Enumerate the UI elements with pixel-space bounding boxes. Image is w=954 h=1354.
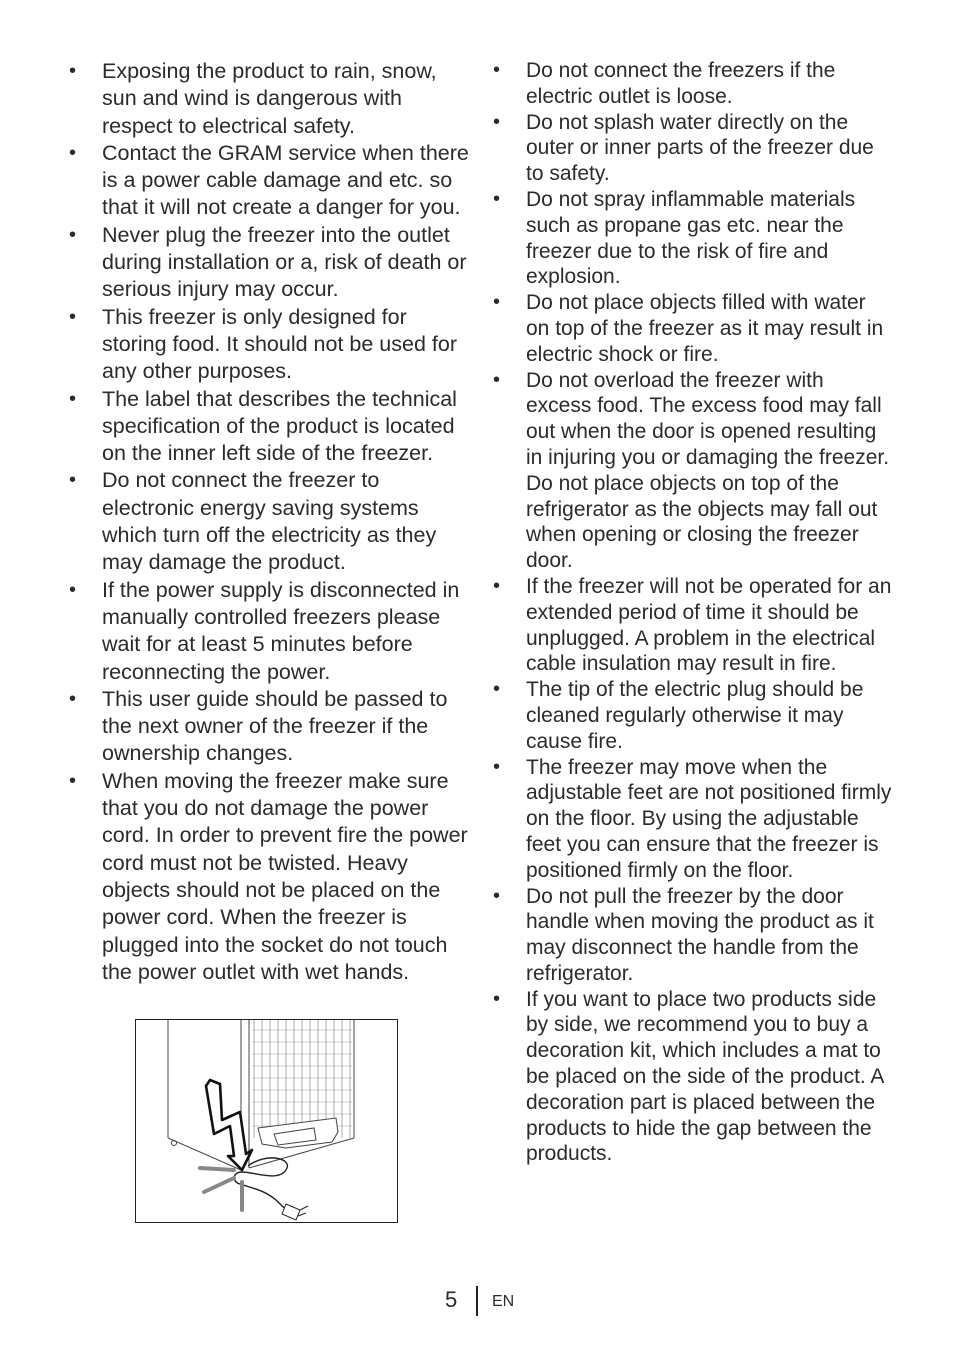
list-item: • This user guide should be passed to the next owner of the freezer if the ownership changes.	[68, 686, 472, 768]
list-item: • Do not connect the freezers if the electric outlet is loose.	[492, 58, 892, 110]
list-item: • Do not overload the freezer with excess food. The excess food may fall out when the door is opened resulting in injuring you or damaging the freezer. Do not place objects on top of the refrigerator as the objects may fall out when opening or closing the freezer door.	[492, 368, 892, 574]
list-item: • Do not connect the freezer to electronic energy saving systems which turn off the electricity as they may damage the product.	[68, 467, 472, 576]
list-item: • If the freezer will not be operated for an extended period of time it should be unplugged. A problem in the electrical cable insulation may result in fire.	[492, 574, 892, 677]
list-item: • Do not spray inflammable materials such as propane gas etc. near the freezer due to the risk of fire and explosion.	[492, 187, 892, 290]
language-code: EN	[492, 1293, 515, 1310]
list-item: • Do not splash water directly on the outer or inner parts of the freezer due to safety.	[492, 110, 892, 187]
right-warning-list	[492, 58, 892, 1167]
list-item: • The label that describes the technical specification of the product is located on the inner left side of the freezer.	[68, 386, 472, 468]
left-warning-list	[68, 58, 472, 986]
power-cord-illustration	[135, 1019, 398, 1223]
page-number: 5	[445, 1287, 458, 1312]
list-item: • Never plug the freezer into the outlet during installation or a, risk of death or serious injury may occur.	[68, 222, 472, 304]
list-item: • Do not pull the freezer by the door handle when moving the product as it may disconnect the handle from the refrigerator.	[492, 884, 892, 987]
list-item: • Exposing the product to rain, snow, sun and wind is dangerous with respect to electrical safety.	[68, 58, 472, 140]
list-item: • Do not place objects filled with water on top of the freezer as it may result in electric shock or fire.	[492, 290, 892, 367]
footer-divider	[476, 1286, 478, 1316]
page-footer	[0, 1286, 954, 1316]
list-item: • The tip of the electric plug should be cleaned regularly otherwise it may cause fire.	[492, 677, 892, 754]
list-item: • The freezer may move when the adjustable feet are not positioned firmly on the floor. By using the adjustable feet you can ensure that the freezer is positioned firmly on the floor.	[492, 755, 892, 884]
list-item: • When moving the freezer make sure that you do not damage the power cord. In order to prevent fire the power cord must not be twisted. Heavy objects should not be placed on the power cord. When the freezer is plugged into the socket do not touch the power outlet with wet hands.	[68, 768, 472, 986]
list-item: • Contact the GRAM service when there is a power cable damage and etc. so that it will not create a danger for you.	[68, 140, 472, 222]
list-item: • This freezer is only designed for storing food. It should not be used for any other purposes.	[68, 304, 472, 386]
freezer-power-cord-drawing	[136, 1020, 398, 1223]
list-item: • If you want to place two products side by side, we recommend you to buy a decoration kit, which includes a mat to be placed on the side of the product. A decoration part is placed between the products to hide the gap between the products.	[492, 987, 892, 1168]
list-item: • If the power supply is disconnected in manually controlled freezers please wait for at least 5 minutes before reconnecting the power.	[68, 577, 472, 686]
